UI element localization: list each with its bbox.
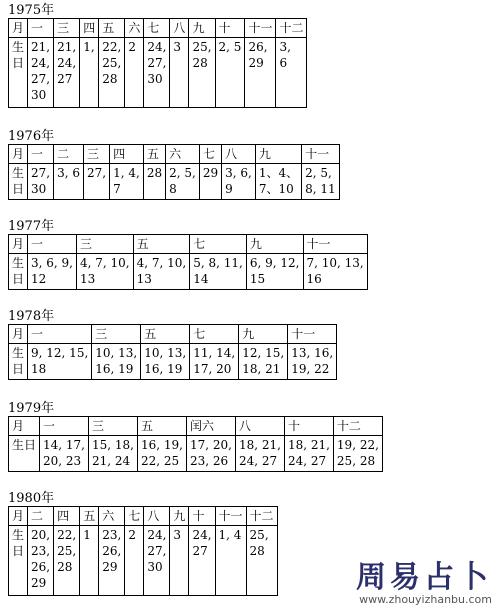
day-row <box>9 436 383 472</box>
day-cell: 3, 6 <box>276 38 307 108</box>
day-cell: 29 <box>199 164 221 200</box>
day-cell: 27, 30 <box>28 164 54 200</box>
month-cell: 一 <box>40 417 89 436</box>
day-cell: 生 日 <box>9 526 28 596</box>
day-cell: 27, <box>84 164 110 200</box>
year-heading: 1979年 <box>8 401 55 416</box>
day-cell: 6, 9, 12, 15 <box>246 254 303 290</box>
month-cell: 五 <box>80 507 99 526</box>
month-cell: 十一 <box>245 19 276 38</box>
watermark-url: www.zhouyizhanbu.com <box>359 593 492 606</box>
day-cell: 15, 18, 21, 24 <box>89 436 138 472</box>
day-row <box>9 344 337 380</box>
birthday-table-1975 <box>8 18 307 108</box>
month-cell: 四 <box>54 507 80 526</box>
month-cell: 四 <box>110 145 144 164</box>
month-cell: 十一 <box>215 507 246 526</box>
day-cell: 4, 7, 10, 13 <box>133 254 190 290</box>
day-cell: 3, 6, 9, 12 <box>28 254 77 290</box>
month-cell: 一 <box>28 19 54 38</box>
month-row <box>9 507 278 526</box>
day-cell: 24, 27, 30 <box>144 526 170 596</box>
month-row <box>9 145 340 164</box>
month-cell: 月 <box>9 145 28 164</box>
day-cell: 21, 24, 27 <box>54 38 80 108</box>
day-cell: 3 <box>170 526 189 596</box>
day-cell: 生日 <box>9 436 40 472</box>
day-cell: 1, 4, 7 <box>110 164 144 200</box>
month-cell: 月 <box>9 507 28 526</box>
month-cell: 四 <box>80 19 99 38</box>
month-cell: 九 <box>239 325 288 344</box>
day-cell: 18, 21, 24, 27 <box>235 436 284 472</box>
birthday-table-1980 <box>8 506 278 596</box>
day-cell: 3, 6, 9 <box>222 164 256 200</box>
day-row <box>9 38 307 108</box>
month-row <box>9 19 307 38</box>
month-cell: 闰六 <box>186 417 235 436</box>
day-cell: 12, 15, 18, 21 <box>239 344 288 380</box>
month-cell: 十一 <box>302 145 340 164</box>
month-cell: 九 <box>255 145 301 164</box>
day-row <box>9 254 368 290</box>
day-cell: 2, 5, 8 <box>166 164 200 200</box>
month-cell: 一 <box>28 325 92 344</box>
day-cell: 3 <box>170 38 189 108</box>
day-cell: 10, 13, 16, 19 <box>92 344 141 380</box>
month-cell: 三 <box>54 19 80 38</box>
year-heading: 1976年 <box>8 129 55 144</box>
day-cell: 2, 5 <box>215 38 245 108</box>
month-cell: 六 <box>99 507 125 526</box>
birthday-table-1976 <box>8 144 340 200</box>
day-cell: 10, 13, 16, 19 <box>141 344 190 380</box>
day-cell: 2 <box>125 526 144 596</box>
month-cell: 月 <box>9 417 40 436</box>
day-cell: 17, 20, 23, 26 <box>186 436 235 472</box>
day-cell: 生 日 <box>9 164 28 200</box>
month-cell: 十二 <box>246 507 277 526</box>
month-row <box>9 417 383 436</box>
day-cell: 22, 25, 28 <box>99 38 125 108</box>
month-cell: 九 <box>246 235 303 254</box>
day-cell: 7, 10, 13, 16 <box>303 254 367 290</box>
day-cell: 16, 19, 22, 25 <box>137 436 186 472</box>
day-cell: 24, 27, 30 <box>144 38 170 108</box>
month-cell: 十 <box>189 507 215 526</box>
birthday-table-1979 <box>8 416 383 472</box>
month-cell: 六 <box>125 19 144 38</box>
day-row <box>9 164 340 200</box>
birthday-table-1977 <box>8 234 368 290</box>
month-row <box>9 235 368 254</box>
year-heading: 1978年 <box>8 309 55 324</box>
day-cell: 22, 25, 28 <box>54 526 80 596</box>
month-cell: 月 <box>9 325 28 344</box>
day-cell: 2, 5, 8, 11 <box>302 164 340 200</box>
birthday-table-1978 <box>8 324 337 380</box>
month-cell: 十二 <box>276 19 307 38</box>
month-cell: 六 <box>166 145 200 164</box>
month-cell: 八 <box>235 417 284 436</box>
month-cell: 月 <box>9 19 28 38</box>
day-cell: 25, 28 <box>246 526 277 596</box>
month-cell: 十 <box>284 417 333 436</box>
day-cell: 28 <box>143 164 165 200</box>
month-cell: 十 <box>215 19 245 38</box>
day-cell: 23, 26, 29 <box>99 526 125 596</box>
month-cell: 五 <box>133 235 190 254</box>
year-heading: 1977年 <box>8 219 55 234</box>
month-cell: 七 <box>199 145 221 164</box>
month-cell: 十一 <box>303 235 367 254</box>
month-cell: 一 <box>28 235 77 254</box>
year-heading: 1980年 <box>8 491 55 506</box>
month-cell: 五 <box>141 325 190 344</box>
month-cell: 九 <box>170 507 189 526</box>
day-cell: 13, 16, 19, 22 <box>288 344 337 380</box>
month-cell: 三 <box>77 235 134 254</box>
day-cell: 11, 14, 17, 20 <box>190 344 239 380</box>
day-cell: 9, 12, 15, 18 <box>28 344 92 380</box>
month-cell: 五 <box>143 145 165 164</box>
day-cell: 1、4、 7、10 <box>255 164 301 200</box>
month-cell: 三 <box>84 145 110 164</box>
month-cell: 十一 <box>288 325 337 344</box>
month-cell: 九 <box>189 19 215 38</box>
day-cell: 3, 6 <box>54 164 84 200</box>
month-cell: 二 <box>54 145 84 164</box>
month-cell: 七 <box>144 19 170 38</box>
day-cell: 1 <box>80 526 99 596</box>
month-cell: 八 <box>222 145 256 164</box>
day-cell: 生 日 <box>9 38 28 108</box>
month-cell: 五 <box>99 19 125 38</box>
day-row <box>9 526 278 596</box>
month-cell: 月 <box>9 235 28 254</box>
year-heading: 1975年 <box>8 3 55 18</box>
day-cell: 1, 4 <box>215 526 246 596</box>
month-cell: 七 <box>190 325 239 344</box>
day-cell: 4, 7, 10, 13 <box>77 254 134 290</box>
month-cell: 二 <box>28 507 54 526</box>
day-cell: 生 日 <box>9 344 28 380</box>
month-cell: 七 <box>190 235 247 254</box>
day-cell: 1, <box>80 38 99 108</box>
day-cell: 生 日 <box>9 254 28 290</box>
day-cell: 20, 23, 26, 29 <box>28 526 54 596</box>
day-cell: 21, 24, 27, 30 <box>28 38 54 108</box>
day-cell: 24, 27 <box>189 526 215 596</box>
month-cell: 三 <box>92 325 141 344</box>
day-cell: 14, 17, 20, 23 <box>40 436 89 472</box>
month-cell: 八 <box>144 507 170 526</box>
watermark-name: 周易占卜 <box>356 560 492 595</box>
watermark <box>356 562 492 606</box>
month-row <box>9 325 337 344</box>
day-cell: 2 <box>125 38 144 108</box>
month-cell: 三 <box>89 417 138 436</box>
day-cell: 5, 8, 11, 14 <box>190 254 247 290</box>
month-cell: 八 <box>170 19 189 38</box>
month-cell: 七 <box>125 507 144 526</box>
month-cell: 五 <box>137 417 186 436</box>
month-cell: 十二 <box>333 417 382 436</box>
month-cell: 一 <box>28 145 54 164</box>
day-cell: 18, 21, 24, 27 <box>284 436 333 472</box>
day-cell: 25, 28 <box>189 38 215 108</box>
day-cell: 19, 22, 25, 28 <box>333 436 382 472</box>
day-cell: 26, 29 <box>245 38 276 108</box>
